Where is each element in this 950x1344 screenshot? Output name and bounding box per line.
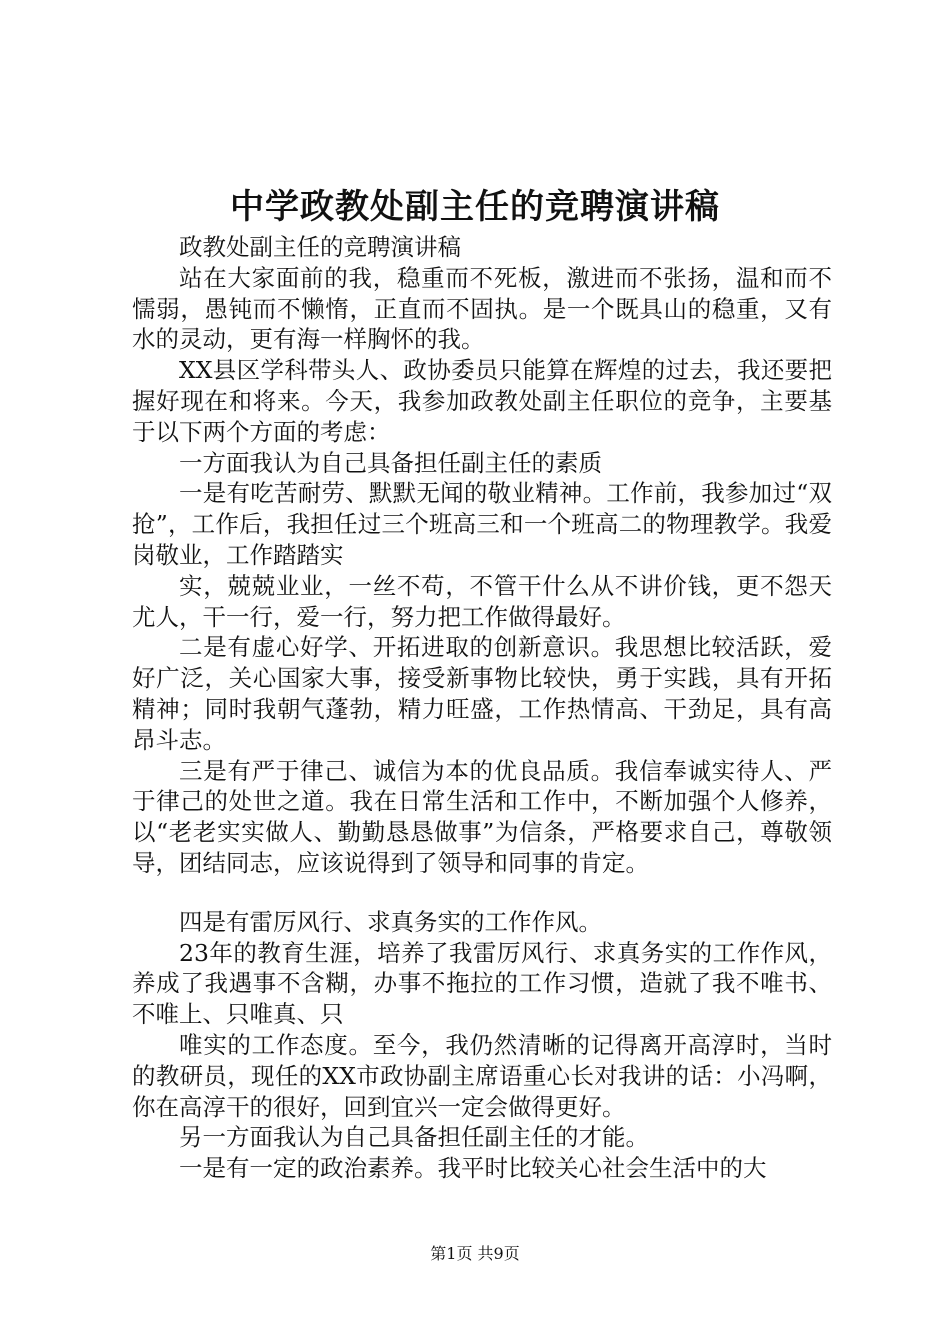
paragraph: 唯实的工作态度。至今，我仍然清晰的记得离开高淳时，当时的教研员，现任的XX市政协副主席语重心长对我讲的话：小冯啊，你在高淳干的很好，回到宜兴一定会做得更好。 xyxy=(132,1030,832,1121)
document-body xyxy=(132,232,832,1184)
paragraph: XX县区学科带头人、政协委员只能算在辉煌的过去，我还要把握好现在和将来。今天，我参加政教处副主任职位的竞争，主要基于以下两个方面的考虑： xyxy=(132,356,832,446)
paragraph-heading: 另一方面我认为自己具备担任副主任的才能。 xyxy=(179,1123,649,1152)
document-title: 中学政教处副主任的竞聘演讲稿 xyxy=(230,187,720,227)
paragraph: 一是有吃苦耐劳、默默无闻的敬业精神。工作前，我参加过“双抢”，工作后，我担任过三个班高三和一个班高二的物理教学。我爱岗敬业，工作踏踏实 xyxy=(132,479,832,569)
paragraph-subtitle: 政教处副主任的竞聘演讲稿 xyxy=(179,233,461,261)
paragraph: 一是有一定的政治素养。我平时比较关心社会生活中的大 xyxy=(179,1154,767,1183)
paragraph: 三是有严于律己、诚信为本的优良品质。我信奉诚实待人、严于律己的处世之道。我在日常生活和工作中，不断加强个人修养，以“老老实实做人、勤勤恳恳做事”为信条，严格要求自己，尊敬领导，团结同志，应该说得到了领导和同事的肯定。 xyxy=(132,756,832,877)
paragraph-heading: 四是有雷厉风行、求真务实的工作作风。 xyxy=(179,907,602,936)
paragraph: 二是有虚心好学、开拓进取的创新意识。我思想比较活跃，爱好广泛，关心国家大事，接受新事物比较快，勇于实践，具有开拓精神；同时我朝气蓬勃，精力旺盛，工作热情高、干劲足，具有高昂斗志。 xyxy=(132,633,832,754)
page-footer: 第1页 共9页 xyxy=(430,1244,520,1263)
paragraph: 实，兢兢业业，一丝不苟，不管干什么从不讲价钱，更不怨天尤人，干一行，爱一行，努力把工作做得最好。 xyxy=(132,571,832,631)
paragraph: 站在大家面前的我，稳重而不死板，激进而不张扬，温和而不懦弱，愚钝而不懒惰，正直而不固执。是一个既具山的稳重，又有水的灵动，更有海一样胸怀的我。 xyxy=(132,263,832,354)
paragraph-heading: 一方面我认为自己具备担任副主任的素质 xyxy=(179,448,602,477)
paragraph: 23年的教育生涯，培养了我雷厉风行、求真务实的工作作风，养成了我遇事不含糊，办事不拖拉的工作习惯，造就了我不唯书、不唯上、只唯真、只 xyxy=(132,938,832,1029)
